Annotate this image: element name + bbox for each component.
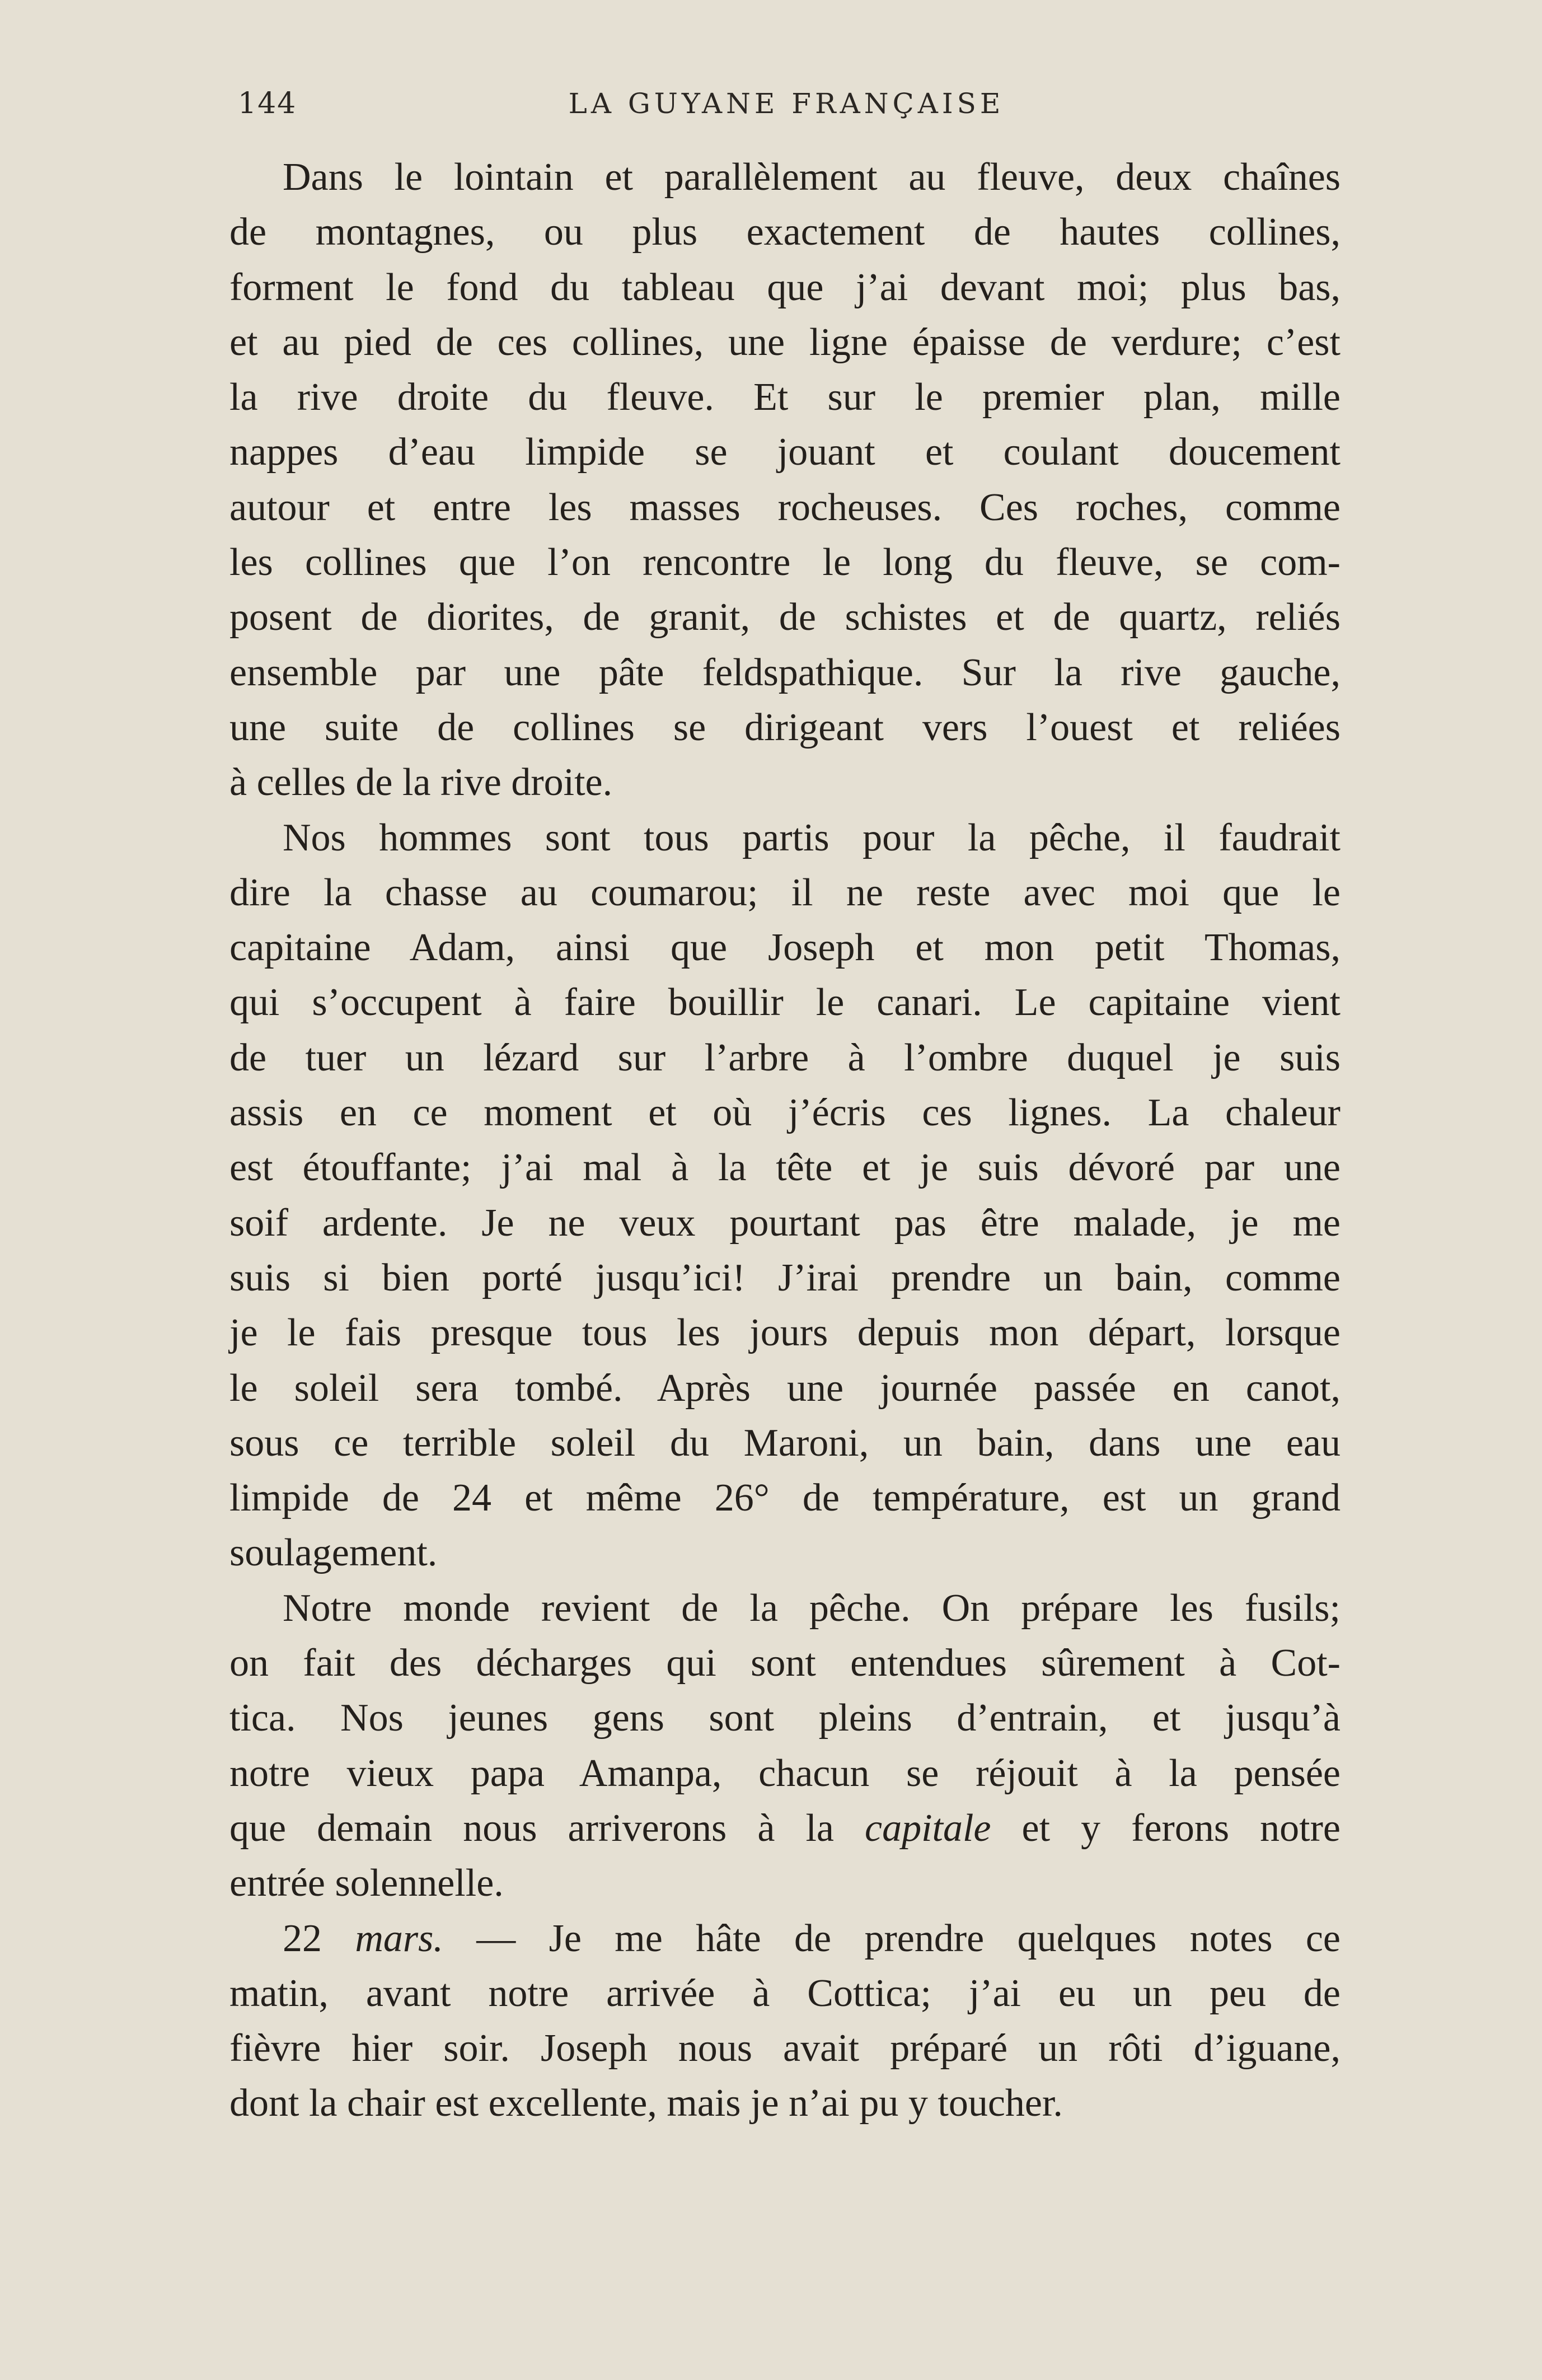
text-line: Dans le lointain et parallèlement au fleuve, deux chaînes <box>283 156 1341 199</box>
text-line: on fait des décharges qui sont entendues sûrement à Cot- <box>229 1642 1341 1685</box>
body-text <box>229 150 1341 2131</box>
text-line: assis en ce moment et où j’écris ces lignes. La chaleur <box>229 1091 1341 1135</box>
text-line: de montagnes, ou plus exactement de hautes collines, <box>229 211 1341 254</box>
text-line: je le fais presque tous les jours depuis mon départ, lorsque <box>229 1311 1341 1355</box>
text-line: autour et entre les masses rocheuses. Ces roches, comme <box>229 485 1341 529</box>
page-header <box>238 84 1335 129</box>
text-line: sous ce terrible soleil du Maroni, un bain, dans une eau <box>229 1421 1341 1465</box>
text-line: dire la chasse au coumarou; il ne reste avec moi que le <box>229 871 1341 914</box>
text-line: matin, avant notre arrivée à Cottica; j’ai eu un peu de <box>229 1971 1341 2015</box>
dated-entry-line <box>229 1911 1341 1966</box>
text-line: les collines que l’on rencontre le long du fleuve, se com- <box>229 541 1341 585</box>
text-line: limpide de 24 et même 26° de température, est un grand <box>229 1476 1341 1520</box>
text-line: tica. Nos jeunes gens sont pleins d’entrain, et jusqu’à <box>229 1696 1341 1740</box>
date-month: mars. <box>355 1916 443 1960</box>
text-line: qui s’occupent à faire bouillir le canari. Le capitaine vient <box>229 981 1341 1025</box>
text-line-with-italic <box>229 1801 1341 1856</box>
text-segment: et y ferons notre <box>991 1806 1341 1850</box>
text-line: de tuer un lézard sur l’arbre à l’ombre duquel je suis <box>229 1036 1341 1079</box>
text-line: et au pied de ces collines, une ligne épaisse de verdure; c’est <box>229 320 1341 364</box>
text-line: dont la chair est excellente, mais je n’ai pu y toucher. <box>229 2082 1063 2125</box>
text-line: la rive droite du fleuve. Et sur le premier plan, mille <box>229 376 1341 419</box>
text-line: posent de diorites, de granit, de schistes et de quartz, reliés <box>229 596 1341 639</box>
text-segment: — Je me hâte de prendre quelques notes ce <box>443 1916 1341 1960</box>
text-line: forment le fond du tableau que j’ai devant moi; plus bas, <box>229 265 1341 309</box>
running-title: LA GUYANE FRANÇAISE <box>568 87 1005 120</box>
text-line: Nos hommes sont tous partis pour la pêche, il faudrait <box>283 816 1341 859</box>
date-day: 22 <box>283 1916 355 1960</box>
text-line: fièvre hier soir. Joseph nous avait préparé un rôti d’iguane, <box>229 2027 1341 2070</box>
text-line: capitaine Adam, ainsi que Joseph et mon petit Thomas, <box>229 926 1341 970</box>
text-line: est étouffante; j’ai mal à la tête et je suis dévoré par une <box>229 1146 1341 1190</box>
text-line: nappes d’eau limpide se jouant et coulant doucement <box>229 431 1341 474</box>
text-line: notre vieux papa Amanpa, chacun se réjouit à la pensée <box>229 1751 1341 1795</box>
text-segment: que demain nous arriverons à la <box>229 1806 865 1850</box>
text-line: soulagement. <box>229 1531 438 1575</box>
text-line: suis si bien porté jusqu’ici! J’irai prendre un bain, comme <box>229 1256 1341 1299</box>
text-line: à celles de la rive droite. <box>229 761 613 805</box>
text-line: Notre monde revient de la pêche. On prépare les fusils; <box>283 1586 1341 1630</box>
text-line: une suite de collines se dirigeant vers l’ouest et reliées <box>229 705 1341 749</box>
text-line: soif ardente. Je ne veux pourtant pas être malade, je me <box>229 1201 1341 1245</box>
page-number: 144 <box>238 87 297 120</box>
text-line: entrée solennelle. <box>229 1862 504 1905</box>
text-line: ensemble par une pâte feldspathique. Sur la rive gauche, <box>229 651 1341 694</box>
text-line: le soleil sera tombé. Après une journée passée en canot, <box>229 1366 1341 1410</box>
italic-word: capitale <box>865 1806 991 1850</box>
